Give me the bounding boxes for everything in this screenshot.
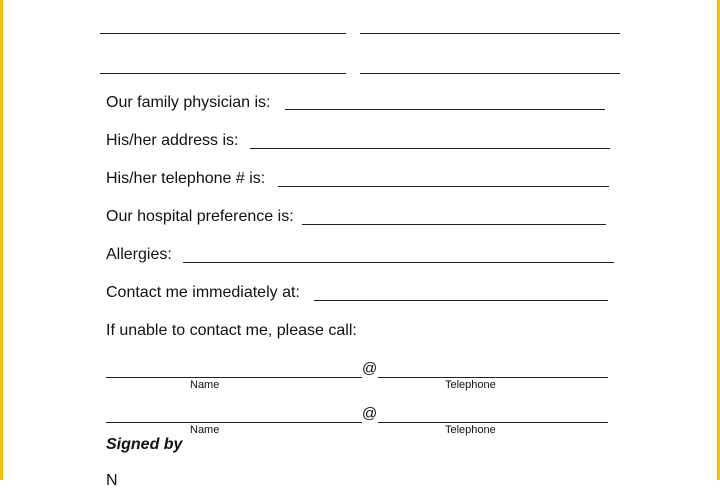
emergency-telephone-field-1[interactable]: [378, 377, 608, 378]
emergency-telephone-field-2[interactable]: [378, 422, 608, 423]
at-symbol-1: @: [362, 360, 378, 377]
contact-label: Contact me immediately at:: [106, 284, 300, 301]
allergies-field[interactable]: [183, 262, 614, 263]
address-field[interactable]: [250, 148, 610, 149]
emergency-name-field-1[interactable]: [106, 377, 362, 378]
allergies-label: Allergies:: [106, 246, 172, 263]
name-caption-2: Name: [190, 424, 220, 436]
address-label: His/her address is:: [106, 132, 239, 149]
top-blank-line-1a[interactable]: [100, 33, 346, 34]
name-caption-1: Name: [190, 379, 220, 391]
physician-label: Our family physician is:: [106, 94, 271, 111]
telephone-label: His/her telephone # is:: [106, 170, 266, 187]
telephone-caption-1: Telephone: [445, 379, 496, 391]
physician-field[interactable]: [285, 109, 605, 110]
unable-to-contact-label: If unable to contact me, please call:: [106, 322, 357, 339]
telephone-field[interactable]: [278, 186, 609, 187]
hospital-field[interactable]: [302, 224, 606, 225]
top-blank-line-2a[interactable]: [100, 73, 346, 74]
hospital-label: Our hospital preference is:: [106, 208, 294, 225]
telephone-caption-2: Telephone: [445, 424, 496, 436]
emergency-name-field-2[interactable]: [106, 422, 362, 423]
contact-field[interactable]: [314, 300, 608, 301]
at-symbol-2: @: [362, 405, 378, 422]
name-label-partial: N: [106, 472, 118, 489]
left-frame-border: [0, 0, 3, 480]
top-blank-line-1b[interactable]: [360, 33, 620, 34]
top-blank-line-2b[interactable]: [360, 73, 620, 74]
signed-by-heading: Signed by: [106, 436, 183, 453]
